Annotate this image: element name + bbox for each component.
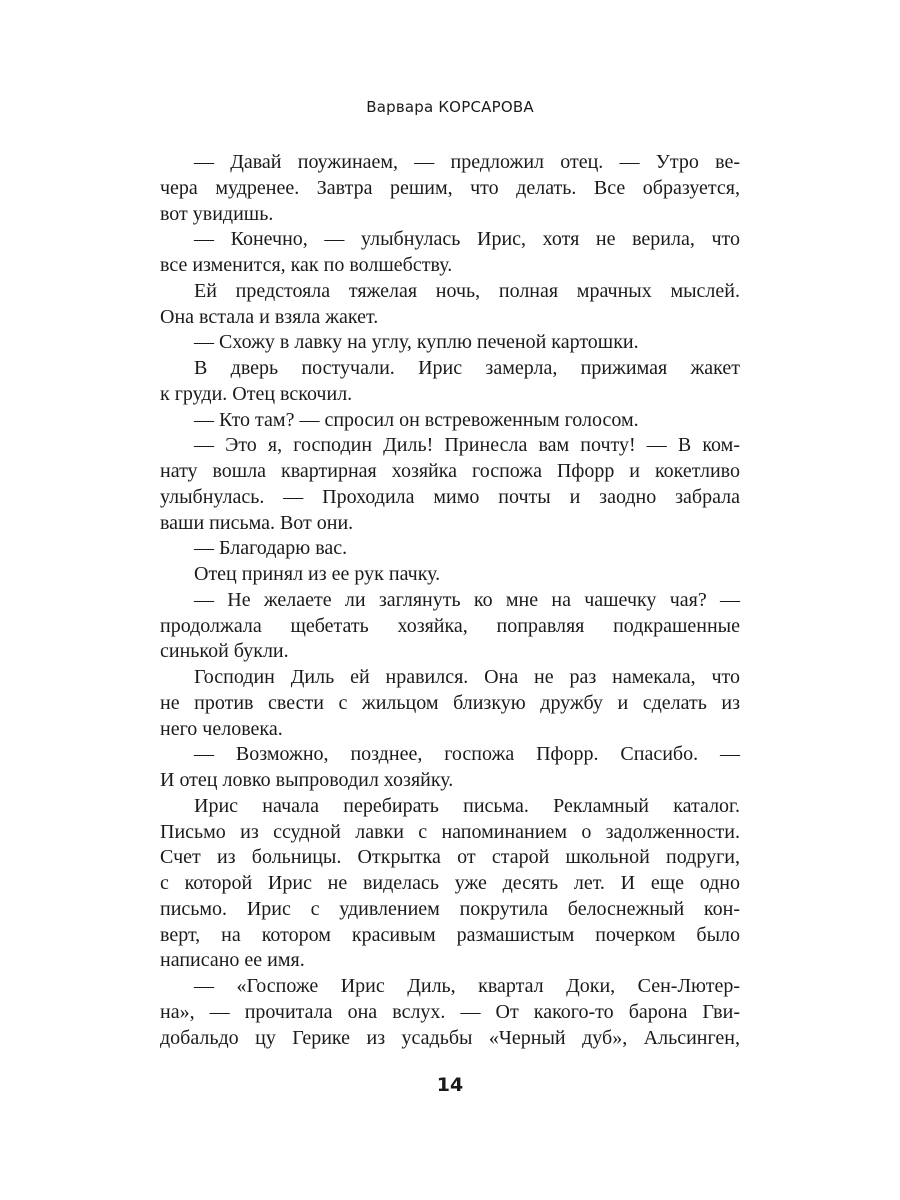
text-line: Отец принял из ее рук пачку.	[194, 563, 441, 585]
text-line: письмо. Ирис с удивлением покрутила белоснежный кон-	[160, 897, 740, 920]
text-line: — «Госпоже Ирис Диль, квартал Доки, Сен-Лютер-	[194, 975, 740, 997]
text-line: — Это я, господин Диль! Принесла вам почту! — В ком-	[194, 434, 740, 457]
text-line: на», — прочитала она вслух. — От какого-то барона Гви-	[160, 1000, 740, 1023]
text-line: продолжала щебетать хозяйка, поправляя подкрашенные	[160, 614, 740, 637]
text-line: синькой букли.	[160, 640, 289, 663]
text-line: добальдо цу Герике из усадьбы «Черный дуб», Альсинген,	[160, 1026, 740, 1049]
text-line: Она встала и взяла жакет.	[160, 305, 379, 328]
text-line: него человека.	[160, 717, 283, 740]
text-line: не против свести с жильцом близкую дружбу и сделать из	[160, 691, 740, 714]
text-line: вот увидишь.	[160, 202, 274, 225]
text-line: — Не желаете ли заглянуть ко мне на чашечку чая? —	[194, 588, 740, 611]
text-line: — Благодарю вас.	[194, 537, 348, 560]
text-line: Счет из больницы. Открытка от старой школьной подруги,	[160, 846, 740, 869]
text-line: — Конечно, — улыбнулась Ирис, хотя не верила, что	[194, 228, 740, 251]
text-line: Ей предстояла тяжелая ночь, полная мрачных мыслей.	[194, 279, 740, 302]
text-line: с которой Ирис не виделась уже десять лет. И еще одно	[160, 872, 740, 894]
running-head: Варвара КОРСАРОВА	[366, 98, 534, 116]
text-line: чера мудренее. Завтра решим, что делать. Все образуется,	[160, 176, 740, 199]
text-line: — Давай поужинаем, — предложил отец. — Утро ве-	[194, 151, 740, 173]
text-line: Господин Диль ей нравился. Она не раз намекала, что	[194, 666, 740, 688]
page-number: 14	[436, 1074, 464, 1096]
text-line: к груди. Отец вскочил.	[160, 382, 353, 405]
text-line: — Кто там? — спросил он встревоженным голосом.	[194, 408, 639, 431]
text-line: И отец ловко выпроводил хозяйку.	[160, 769, 454, 791]
text-line: В дверь постучали. Ирис замерла, прижимая жакет	[194, 357, 740, 379]
text-line: Ирис начала перебирать письма. Рекламный каталог.	[194, 794, 740, 817]
text-line: улыбнулась. — Проходила мимо почты и заодно забрала	[160, 485, 740, 508]
text-line: — Возможно, позднее, госпожа Пфорр. Спасибо. —	[194, 743, 740, 766]
text-line: все изменится, как по волшебству.	[160, 254, 453, 276]
text-line: Письмо из ссудной лавки с напоминанием о задолженности.	[160, 820, 740, 843]
text-line: — Схожу в лавку на углу, куплю печеной картошки.	[194, 331, 639, 354]
body-text	[160, 150, 740, 1051]
text-line: написано ее имя.	[160, 949, 305, 972]
text-line: нату вошла квартирная хозяйка госпожа Пфорр и кокетливо	[160, 460, 740, 482]
text-line: верт, на котором красивым размашистым почерком было	[160, 923, 740, 946]
text-line: ваши письма. Вот они.	[160, 511, 354, 534]
